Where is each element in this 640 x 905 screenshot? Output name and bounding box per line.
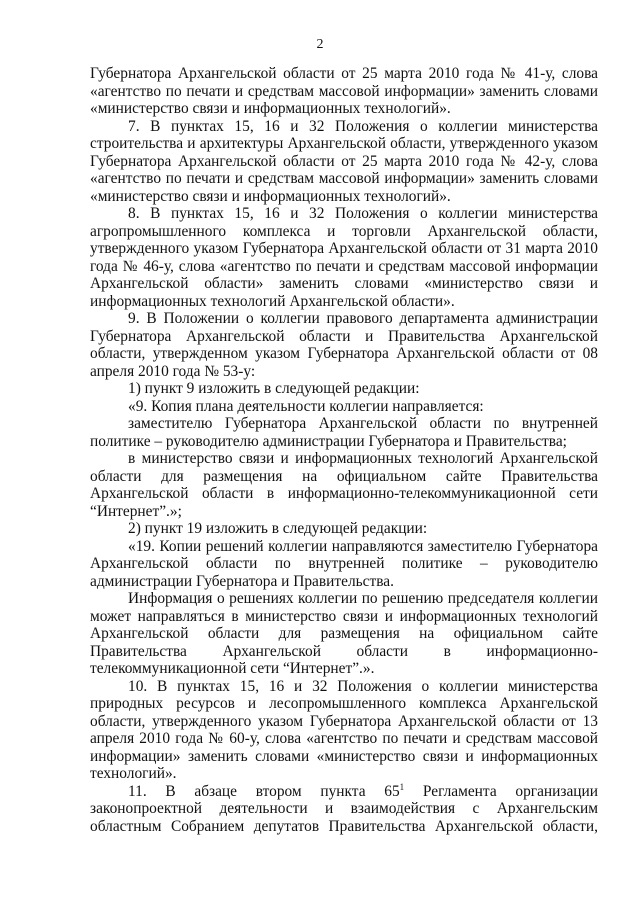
paragraph-item-11-start: 11. В абзаце втором пункта 65 (128, 782, 400, 800)
quote-point-19: «19. Копии решений коллегии направляются заместителю Губернатора Архангельской области по внутренней политике – руководителю администрации Губернатора и Правительства. (90, 537, 598, 590)
subitem-1: 1) пункт 9 изложить в следующей редакции: (128, 380, 420, 397)
document-body (90, 65, 598, 835)
paragraph-item-11-end: Регламента организации законопроектной деятельности и взаимодействия с Архангельским областным Собранием депутатов Правительства Архангельской области, (90, 782, 599, 835)
paragraph-item-10: 10. В пунктах 15, 16 и 32 Положения о коллегии министерства природных ресурсов и лесопромышленного комплекса Архангельской области, утвержденного указом Губернатора Архангельской области от 13 апреля 2010 года № 60-у, слова «агентство по печати и средствам массовой информации» заменить словами «министерство связи и информационных технологий». (90, 677, 598, 782)
paragraph-item-9: 9. В Положении о коллегии правового департамента администрации Губернатора Архангельской области и Правительства Архангельской области, утвержденном указом Губернатора Архангельской области от 08 апреля 2010 года № 53-у: (90, 310, 598, 380)
recipient-ministry: в министерство связи и информационных технологий Архангельской области для размещения на официальном сайте Правительства Архангельской области в информационно-телекоммуникационной сети “Интернет”.»; (90, 450, 598, 520)
recipient-deputy-governor: заместителю Губернатора Архангельской области по внутренней политике – руководителю администрации Губернатора и Правительства; (90, 415, 598, 450)
paragraph-item-8: 8. В пунктах 15, 16 и 32 Положения о коллегии министерства агропромышленного комплекса и торговли Архангельской области, утвержденного указом Губернатора Архангельской области от 31 марта 2010 года № 46-у, слова «агентство по печати и средствам массовой информации Архангельской области» заменить словами «министерство связи и информационных технологий Архангельской области». (90, 205, 598, 310)
page-number: 2 (316, 37, 324, 52)
paragraph-item-7: 7. В пунктах 15, 16 и 32 Положения о коллегии министерства строительства и архитектуры Архангельской области, утвержденного указом Губернатора Архангельской области от 25 марта 2010 года № 42-у, слова «агентство по печати и средствам массовой информации» заменить словами «министерство связи и информационных технологий». (90, 117, 598, 205)
decisions-information: Информация о решениях коллегии по решению председателя коллегии может направляться в министерство связи и информационных технологий Архангельской области для размещения на официальном сайте Правительства Архангельской области в информационно-телекоммуникационной сети “Интернет”.». (90, 590, 598, 677)
superscript-index: 1 (399, 781, 405, 792)
paragraph-continuation: Губернатора Архангельской области от 25 марта 2010 года № 41-у, слова «агентство по печати и средствам массовой информации» заменить словами «министерство связи и информационных технологий». (90, 65, 598, 117)
quote-point-9: «9. Копия плана деятельности коллегии направляется: (128, 397, 484, 415)
subitem-2: 2) пункт 19 изложить в следующей редакции: (128, 520, 428, 537)
paragraph-item-11 (90, 783, 598, 836)
